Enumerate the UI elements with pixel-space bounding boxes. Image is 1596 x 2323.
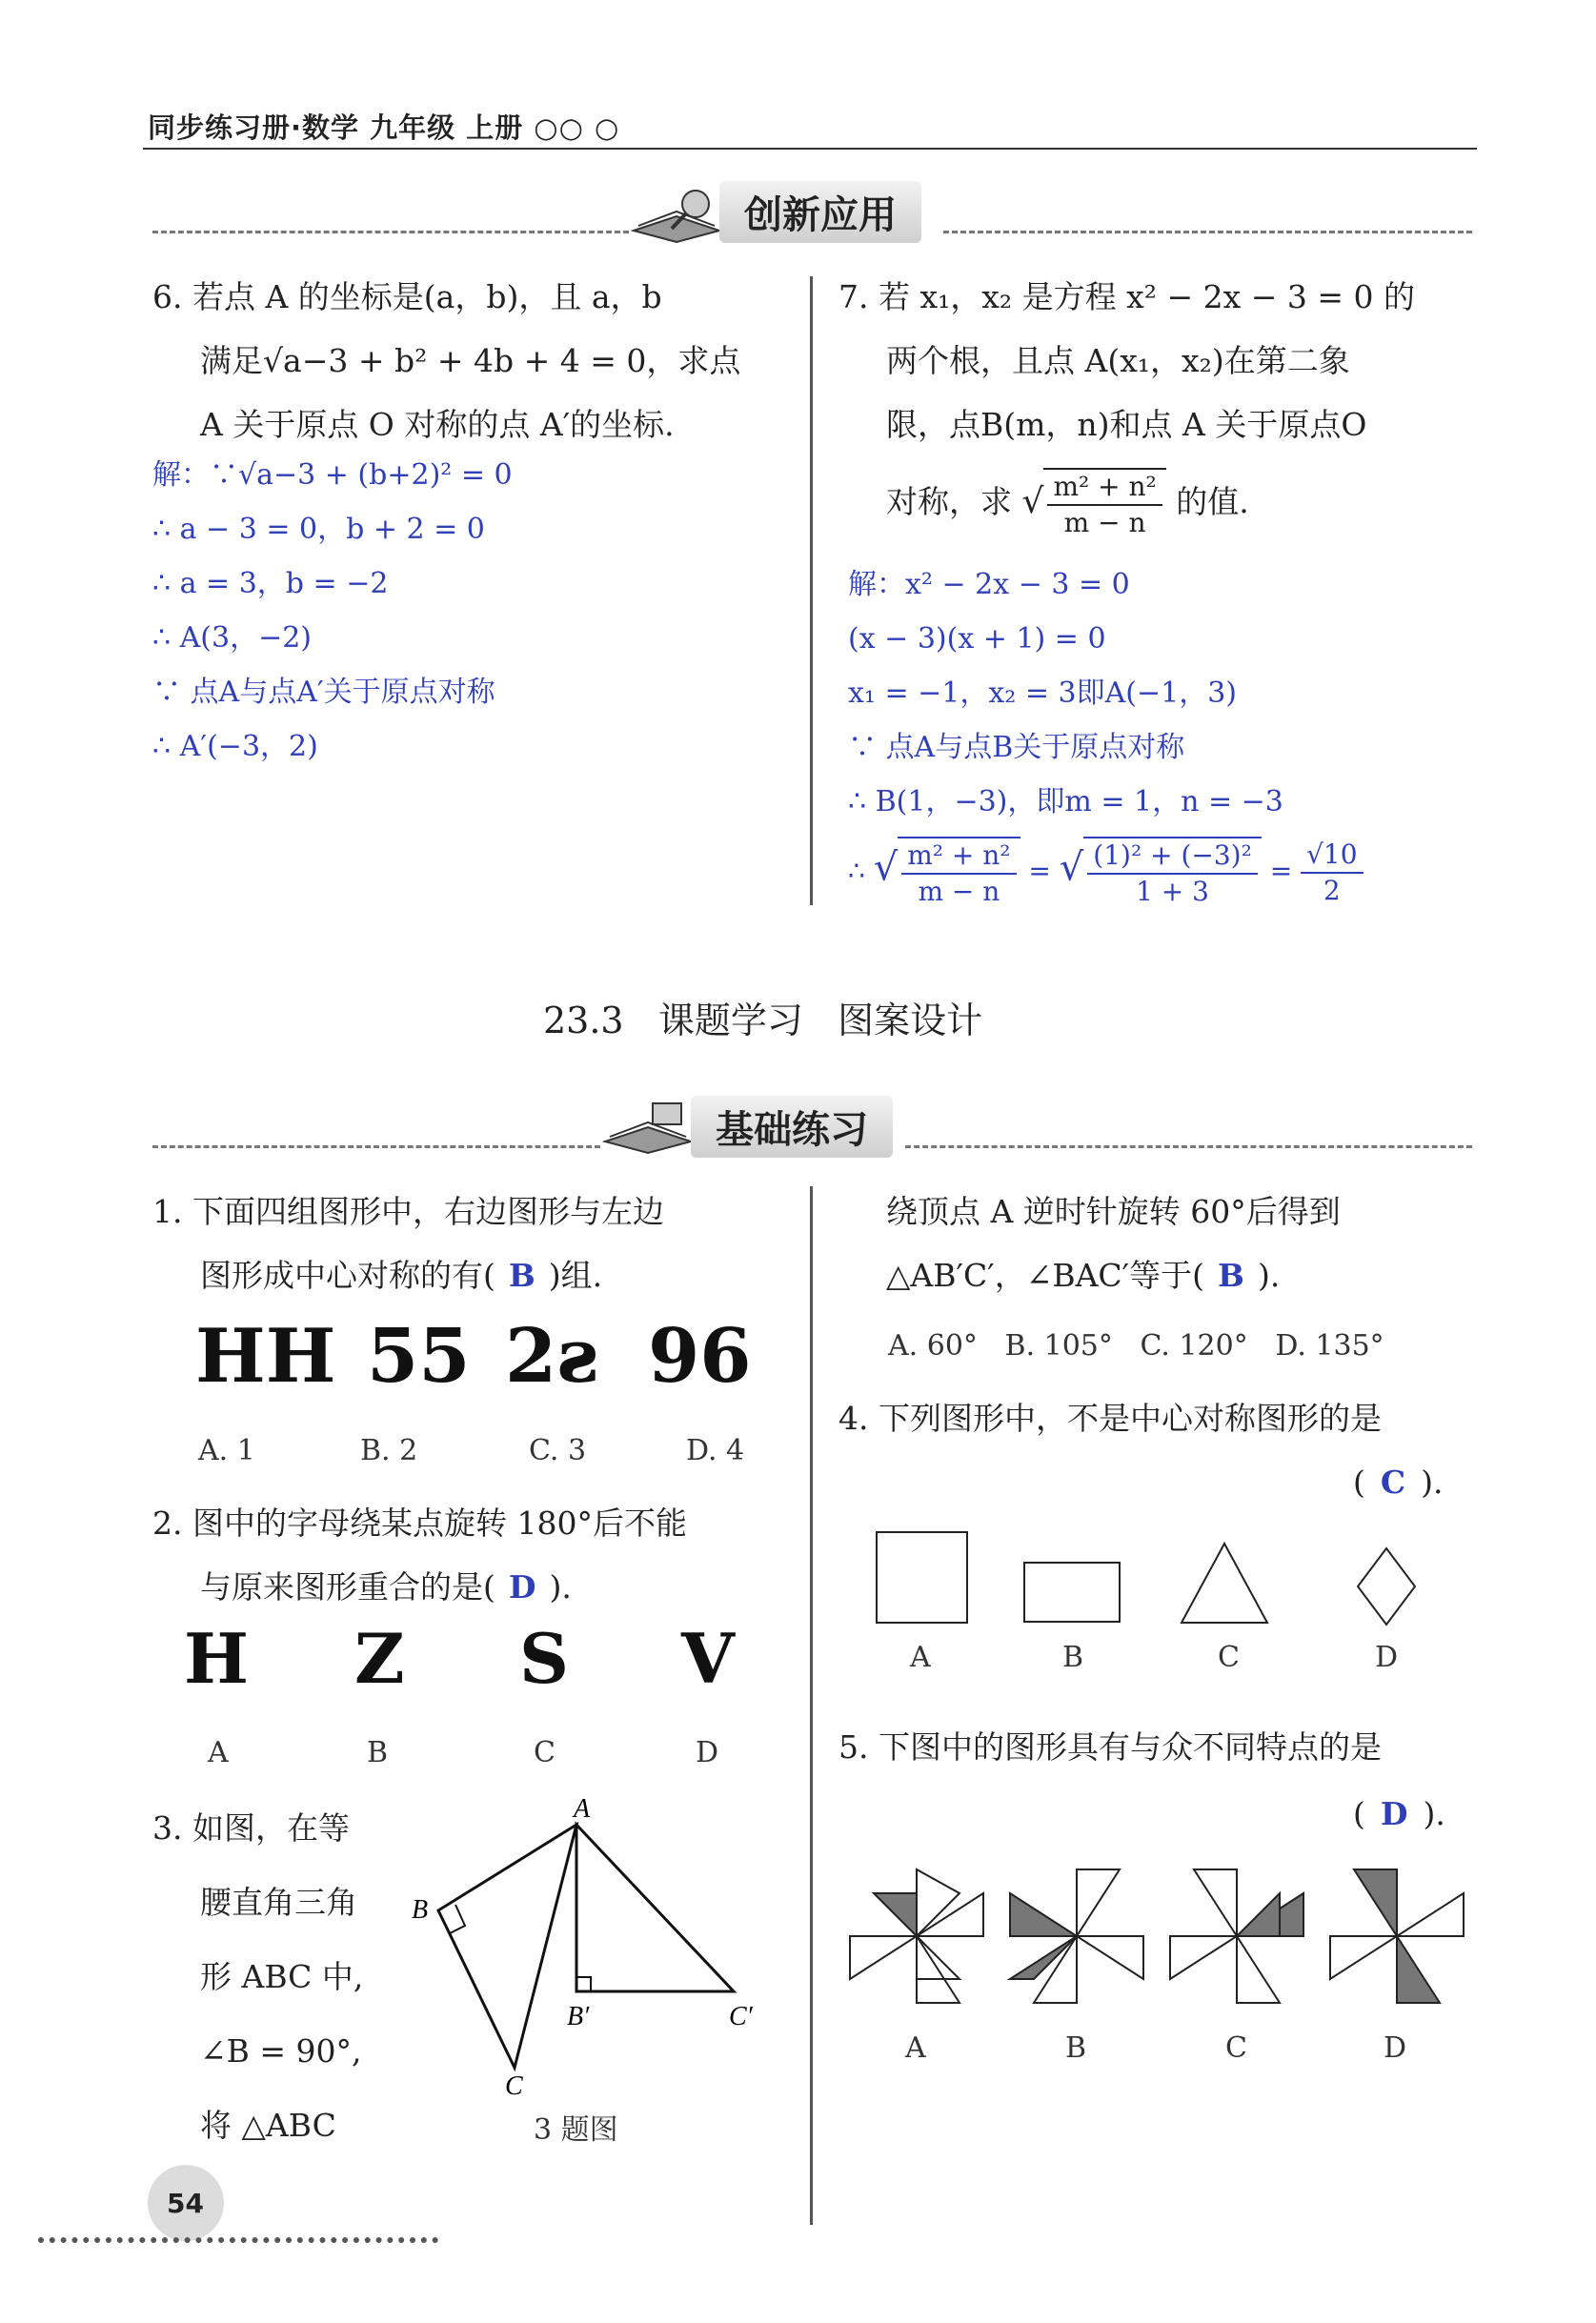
q1-line2-post: )组. (548, 1257, 603, 1294)
q6-sol-line: ∴ A′(−3，2) (152, 730, 318, 763)
q5-label-d: D (1384, 2031, 1407, 2065)
footer-dots (38, 2237, 438, 2243)
q2-letter-h: H (184, 1618, 250, 1699)
banner-dash-right (943, 231, 1472, 233)
q7-final-frac2 (1083, 837, 1262, 909)
q7-sol-line: ∴ B(1，−3)，即m = 1，n = −3 (848, 785, 1283, 818)
q6-line2: 满足√a−3 + b² + 4b + 4 = 0，求点 (200, 342, 741, 379)
q7-line4: 对称，求 √ $\frac{\text{m² + n²}}{m - n}$ 的值. (838, 468, 1415, 540)
q3-line: 将 △ABC (200, 2107, 336, 2144)
q2-line2-pre: 与原来图形重合的是( (200, 1568, 495, 1606)
q1-glyph-55: 55 (367, 1313, 471, 1400)
diamond-shape (1358, 1548, 1415, 1625)
q2-text (152, 1491, 687, 1619)
pinwheel-c (1170, 1869, 1303, 2003)
q1-glyph-2s: 2ƨ (505, 1313, 599, 1400)
q5-label-c: C (1225, 2031, 1247, 2065)
q3-cont-line1: 绕顶点 A 逆时针旋转 60°后得到 (886, 1193, 1341, 1230)
q7-fraction (1043, 468, 1165, 540)
q7-final-num1: m² + n² (901, 838, 1016, 875)
q7-sol-line: 解：x² − 2x − 3 = 0 (848, 568, 1130, 601)
q7-sol-line: (x − 3)(x + 1) = 0 (848, 622, 1106, 656)
q4-label-a: A (910, 1641, 931, 1674)
q6-solution (152, 448, 513, 774)
q7-line1: 7. 若 x₁，x₂ 是方程 x² − 2x − 3 = 0 的 (838, 278, 1415, 315)
column-divider-top (810, 276, 813, 905)
q3-answer: B (1218, 1257, 1244, 1294)
q4-text: 4. 下列图形中，不是中心对称图形的是 (838, 1400, 1382, 1437)
q2-answer: D (508, 1568, 536, 1606)
q7-text (838, 265, 1415, 540)
banner2-dash-left (152, 1145, 600, 1148)
pinwheel-b (1010, 1869, 1143, 2003)
q5-paren (1353, 1782, 1445, 1846)
q2-letter-s: S (519, 1618, 569, 1699)
pinwheel-d (1330, 1869, 1464, 2003)
q5-label-a: A (905, 2031, 926, 2065)
q7-final-den2: 1 + 3 (1136, 876, 1209, 907)
rectangle-shape (1024, 1563, 1120, 1622)
q3-line: 形 ABC 中, (200, 1958, 364, 1995)
pt-a: A (574, 1796, 591, 1824)
q2-label-b: B (367, 1736, 389, 1769)
q7-solution (848, 557, 1364, 909)
q3-cont2-pre: △AB′C′，∠BAC′等于( (886, 1257, 1205, 1294)
q1-option-a: A. 1 (198, 1434, 255, 1467)
q1-line1: 1. 下面四组图形中，右边图形与左边 (152, 1193, 664, 1230)
q4-paren-post: ). (1421, 1464, 1444, 1501)
q5-paren-pre: ( (1353, 1795, 1365, 1832)
q5-pinwheels (838, 1858, 1486, 2020)
running-header: 同步练习册·数学 九年级 上册 ○○ ○ (148, 111, 620, 144)
q6-line3: A 关于原点 O 对称的点 A′的坐标. (200, 406, 675, 443)
pinwheel-a (850, 1869, 983, 2003)
triangle-shape (1182, 1544, 1267, 1623)
section-banner-innovation: 创新应用 (719, 181, 921, 243)
q7-final: ∴ √ $\frac{\text{m² + n²}}{m - n}$ = √ $\frac{\text{(1)² + (−3)²}}{1 + 3}$ = $\frac{√10}{2}$ (848, 837, 1364, 909)
q7-line4-post: 的值. (1176, 483, 1249, 520)
q7-sol-line: x₁ = −1，x₂ = 3即A(−1，3) (848, 677, 1238, 710)
q6-sol-line: ∴ A(3，−2) (152, 621, 313, 655)
q1-answer: B (508, 1257, 535, 1294)
section-title: 23.3 课题学习 图案设计 (543, 1000, 983, 1041)
q1-line2-pre: 图形成中心对称的有( (200, 1257, 495, 1294)
q7-frac-num: m² + n² (1047, 470, 1162, 506)
q3-cont-line2 (886, 1243, 1341, 1307)
q5-label-b: B (1065, 2031, 1087, 2065)
q1-option-b: B. 2 (360, 1434, 418, 1467)
q5-text: 5. 下图中的图形具有与众不同特点的是 (838, 1728, 1382, 1766)
q2-line1: 2. 图中的字母绕某点旋转 180°后不能 (152, 1505, 687, 1542)
column-divider-bottom (810, 1186, 813, 2225)
q3-caption: 3 题图 (534, 2113, 618, 2147)
q3-line: 3. 如图，在等 (152, 1809, 350, 1847)
q1-option-d: D. 4 (686, 1434, 745, 1467)
q6-line1: 6. 若点 A 的坐标是(a，b)，且 a，b (152, 278, 662, 315)
banner2-dash-right (905, 1145, 1472, 1148)
triangle-ab2c2 (576, 1825, 734, 1991)
q1-glyph-96: 96 (648, 1313, 752, 1400)
q2-letter-v: V (681, 1618, 735, 1699)
q3-options: A. 60° B. 105° C. 120° D. 135° (888, 1329, 1384, 1363)
pt-b2: B′ (567, 2002, 590, 2031)
q3-line: ∠B = 90°, (200, 2032, 362, 2070)
q6-sol-line: ∴ a − 3 = 0，b + 2 = 0 (152, 513, 485, 546)
q7-line2: 两个根，且点 A(x₁，x₂)在第二象 (886, 342, 1350, 379)
q7-final-den1: m − n (918, 876, 1000, 907)
q3-cont2-post: ). (1257, 1257, 1281, 1294)
q7-sol-line: ∵ 点A与点B关于原点对称 (848, 731, 1185, 764)
q3-text (152, 1791, 363, 2163)
q6-sol-line: ∴ a = 3，b = −2 (152, 567, 389, 600)
q2-line2 (152, 1555, 687, 1619)
q2-label-d: D (696, 1736, 719, 1769)
banner-dash-left (152, 231, 629, 233)
section-banner-basic: 基础练习 (691, 1096, 893, 1158)
q6-sol-line: ∵ 点A与点A′关于原点对称 (152, 676, 495, 709)
q7-line4-pre: 对称，求 (886, 483, 1012, 520)
q1-glyph-hh: HH (195, 1313, 336, 1400)
q2-letter-z: Z (354, 1618, 405, 1699)
square-shape (877, 1532, 967, 1623)
book-icon (600, 1094, 696, 1161)
q7-final-num2: (1)² + (−3)² (1087, 838, 1258, 875)
pt-c: C (505, 2071, 523, 2101)
q1-line2 (152, 1243, 664, 1307)
q1-option-c: C. 3 (529, 1434, 587, 1467)
q3-triangle-figure (400, 1796, 781, 2101)
q7-final-num3: √10 (1301, 838, 1363, 874)
q5-answer: D (1380, 1795, 1408, 1832)
q2-label-c: C (534, 1736, 556, 1769)
q7-line3: 限，点B(m，n)和点 A 关于原点O (886, 406, 1367, 443)
q4-paren (1353, 1450, 1444, 1514)
q4-paren-pre: ( (1353, 1464, 1365, 1501)
page-number: 54 (167, 2188, 204, 2219)
q2-label-a: A (208, 1736, 229, 1769)
header-rule (143, 148, 1477, 150)
q5-paren-post: ). (1423, 1795, 1445, 1832)
q6-sol-line: 解：∵√a−3 + (b+2)² = 0 (152, 458, 513, 492)
q2-line2-post: ). (549, 1568, 572, 1606)
q4-answer: C (1380, 1464, 1406, 1501)
q7-final-den3: 2 (1323, 875, 1341, 906)
book-icon (629, 183, 724, 250)
q4-label-b: B (1062, 1641, 1084, 1674)
q3-line: 腰直角三角 (200, 1884, 357, 1921)
q7-final-pre: ∴ (848, 855, 865, 887)
q3-continuation (886, 1180, 1341, 1307)
q4-label-d: D (1375, 1641, 1399, 1674)
q7-final-frac1 (898, 837, 1020, 909)
q4-label-c: C (1218, 1641, 1240, 1674)
q1-text (152, 1180, 664, 1307)
triangle-abc (438, 1825, 576, 2068)
pt-c2: C′ (729, 2002, 753, 2031)
q6-text (152, 265, 740, 456)
q7-frac-den: m − n (1063, 507, 1146, 538)
q7-final-frac3 (1301, 838, 1363, 908)
pt-b: B (412, 1895, 429, 1925)
